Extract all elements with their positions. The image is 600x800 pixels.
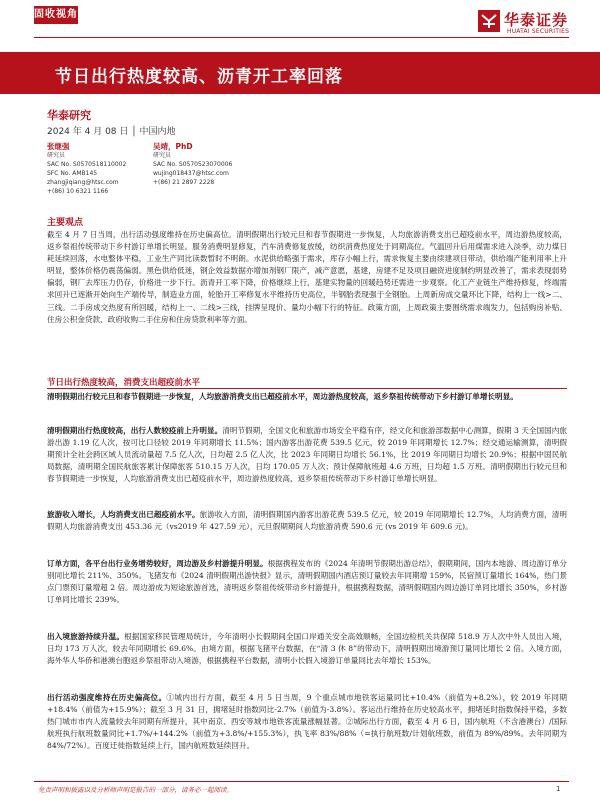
paragraph-body: ①城内出行方面，截至 4 月 5 日当周，9 个重点城市地铁客运量同比+10.4%（前值为+8.2%），较 2019 年同期+18.4%（前值为+15.9%）；截至 3 月 31 日，拥堵延时指数同比-2.7%（前值为-3.8%）。客运出行维持在历史较高水平，拥堵延时指数保持平稳，多数热门城市市内人流量较去年同期有所提升，其中南京、西安等城市地铁客流量涨幅显著。②城际出行方面，截至 4 月 6 日，国内航班（不含港澳台）/国际航班执行航班数量同比+1.7%/+144.2%（前值为+3.8%/+155.3%），执飞率 83%/88%（=执行航班数/计划航班数，前值为 89%/89%。去年同期为 84%/72%）。百度迁徙指数延续上行，国内航班数延续回升。 (47, 693, 567, 751)
analyst-sfc: SFC No. AMB145 (47, 170, 98, 177)
header-divider (34, 37, 569, 38)
huatai-logo-icon (478, 10, 500, 32)
body-paragraph (47, 425, 567, 485)
body-paragraph (47, 631, 567, 667)
paragraph-lead: 旅游收入增长，人均消费支出已超疫前水平。 (47, 510, 200, 519)
analyst-card (153, 142, 232, 187)
analyst-name: 张继强 (47, 142, 70, 151)
paragraph-body: 根据国家移民管理局统计，今年清明小长假期间全国口岸通关安全高效顺畅，全国边检机关共保障 518.9 万人次中外人员出入境，日均 173 万人次，较去年同期增长 69.6%。由境方面，根据飞猪平台数据，在“清 3 休 8”的带动下，清明假期出境游预订量同比增长 2 倍。入境方面，海外华人华侨和港澳台胞返乡祭祖带动入境游，根据携程平台数据，清明小长假入境游订单量同比去年增长 153%。 (47, 632, 568, 666)
paragraph-body: 旅游收入方面，清明假期国内游客出游花费 539.5 亿元，较 2019 年同期增长 12.7%，人均消费方面，清明假期人均旅游消费支出 453.36 元（vs2019 年 427.59 元），元旦假期期间人均旅游消费 590.6 元 (vs 2019 年 609.6 元)。 (47, 510, 567, 532)
body-paragraph (47, 509, 567, 533)
page-number: 1 (556, 785, 561, 793)
analyst-sac: SAC No. S0570518110002 (47, 161, 127, 168)
paragraph-lead: 订单方面，各平台出行业务增势较好，周边游及乡村游提升明显。 (47, 559, 268, 568)
analyst-role: 研究员 (153, 152, 172, 159)
body-paragraph (47, 692, 567, 752)
analyst-phone: +(86) 21 2897 2228 (153, 179, 215, 186)
footer-divider (34, 781, 569, 782)
subsection-divider (47, 388, 567, 389)
analyst-phone: +(86) 10 6321 1166 (47, 188, 109, 195)
section-heading: 主要观点 (47, 218, 84, 228)
summary-paragraph: 截至 4 月 7 日当周，出行活动强度维持在历史偏高位。清明假期出行较元旦和春节假期进一步恢复，人均旅游消费支出已超疫前水平，周边游热度较高，返乡祭祖传统带动下乡村游订单增长明显。服务消费明显修复，汽车消费修复放缓，纺织消费热度处于同期高位。气温回升后用煤需求进入淡季，动力煤日耗延续回落，水电整体平稳，工业生产同比读数暂时不明朗。水泥供给略强于需求，库存小幅上行，需求恢复主要由续建项目带动，供给端产能利用率上升明显，整体价格仍震荡偏弱。黑色供给低迷，钢企效益数据亦增加剂钢厂限产，减产意愿，基建，房建不足及项目融资进度制约明显改善了，需求表现弱势偏弱，钢厂去库压力仍存，价格进一步下行。沥青开工率下降，价格继续上行，基建实物量的回暖趋势还需进一步观察。化工产业链生产维持修复，终端需求回升已逐渐开始向生产端传导，制造业方面，轮胎开工率修复水平维持历史高位，半钢胎表现强于全钢胎。上周新房成交量环比下降，结构上一线>二、三线。二手房成交热度有所回暖，结构上一、二线>三线，挂牌呈现价、量均小幅下行的特征。政策方面，上周政策主要围绕需求端发力，包括购房补贴、住房公积金贷款、政府收购二手住房和住房贷款利率等方面。 (47, 230, 567, 324)
paragraph-body: 清明节假期，全国文化和旅游市场安全平稳有序，经文化和旅游部数据中心测算，假期 3 天全国国内旅游出游 1.19 亿人次，按可比口径较 2019 年同期增长 11.5%；国内游客出游花费 539.5 亿元，较 2019 年同期增长 12.7%；经交通运输测算，清明假期预计全社会跨区域人员流动量超 7.5 亿人次，日均超 2.5 亿人次，比 2023 年同期日均增长 56.1%，比 2019 年同期日均增长 20.9%；根据中国民航局数据，清明期全国民航旅客累计保障旅客 510.15 万人次，日均 170.05 万人次；预计保障航班超 4.6 万班，日均超 1.5 万班。清明假期出行较元旦和春节假期进一步恢复，人均旅游消费支出已超疫前水平，周边游热度较高，返乡祭祖传统带动下乡村游订单增长明显。 (47, 426, 568, 484)
body-paragraph (47, 391, 567, 403)
analyst-role: 研究员 (47, 152, 66, 159)
paragraph-body: 根据携程发布的《2024 年清明节假期出游总结》，假期期间，国内本地游、周边游订单分别同比增长 211%、350%。飞猪发布《2024 清明假期出游快报》显示，清明假期国内酒店预订量较去年同期增 159%，民宿预订量增长 164%，热门景点门票预订量增超 2 倍。周边游成为短途旅游首选，清明返乡祭祖传统带动乡村游提升，根据携程数据，清明假期国内周边游订单同比增长 350%，乡村游订单同比增长 239%。 (47, 559, 568, 605)
logo-text-en: HUATAI SECURITIES (507, 28, 570, 35)
body-paragraph (47, 558, 567, 606)
logo-text-cn: 华泰证券 (504, 11, 569, 29)
paragraph-lead: 出入境旅游持续升温。 (47, 632, 125, 641)
analyst-sac: SAC No. S0570523070006 (153, 161, 233, 168)
analyst-name: 吴靖，PhD (153, 142, 193, 151)
report-title: 节日出行热度较高、沥青开工率回落 (55, 67, 343, 87)
paragraph-lead: 清明假期出行热度较高，出行人数较疫前上升明显。 (47, 426, 223, 435)
footer-disclaimer: 免责声明和披露以及分析师声明是报告的一部分，请务必一起阅读。 (38, 786, 233, 794)
paragraph-lead: 出行活动强度维持在历史偏高位。 (47, 693, 167, 702)
firm-name: 华泰研究 (47, 109, 91, 122)
subsection-heading: 节日出行热度较高，消费支出超疫前水平 (47, 378, 201, 388)
paragraph-lead: 清明假期出行较元旦和春节假期进一步恢复，人均旅游消费支出已超疫前水平，周边游热度较高，返乡祭祖传统带动下乡村游订单增长明显。 (47, 392, 518, 401)
report-date: 2024 年 4 月 08 日 │ 中国内地 (47, 127, 176, 137)
report-category-tag: 固收视角 (34, 6, 78, 24)
analyst-card (47, 142, 126, 196)
analyst-email[interactable]: zhangjiqiang@htsc.com (47, 179, 119, 186)
analyst-email[interactable]: wujing018437@htsc.com (153, 170, 229, 177)
